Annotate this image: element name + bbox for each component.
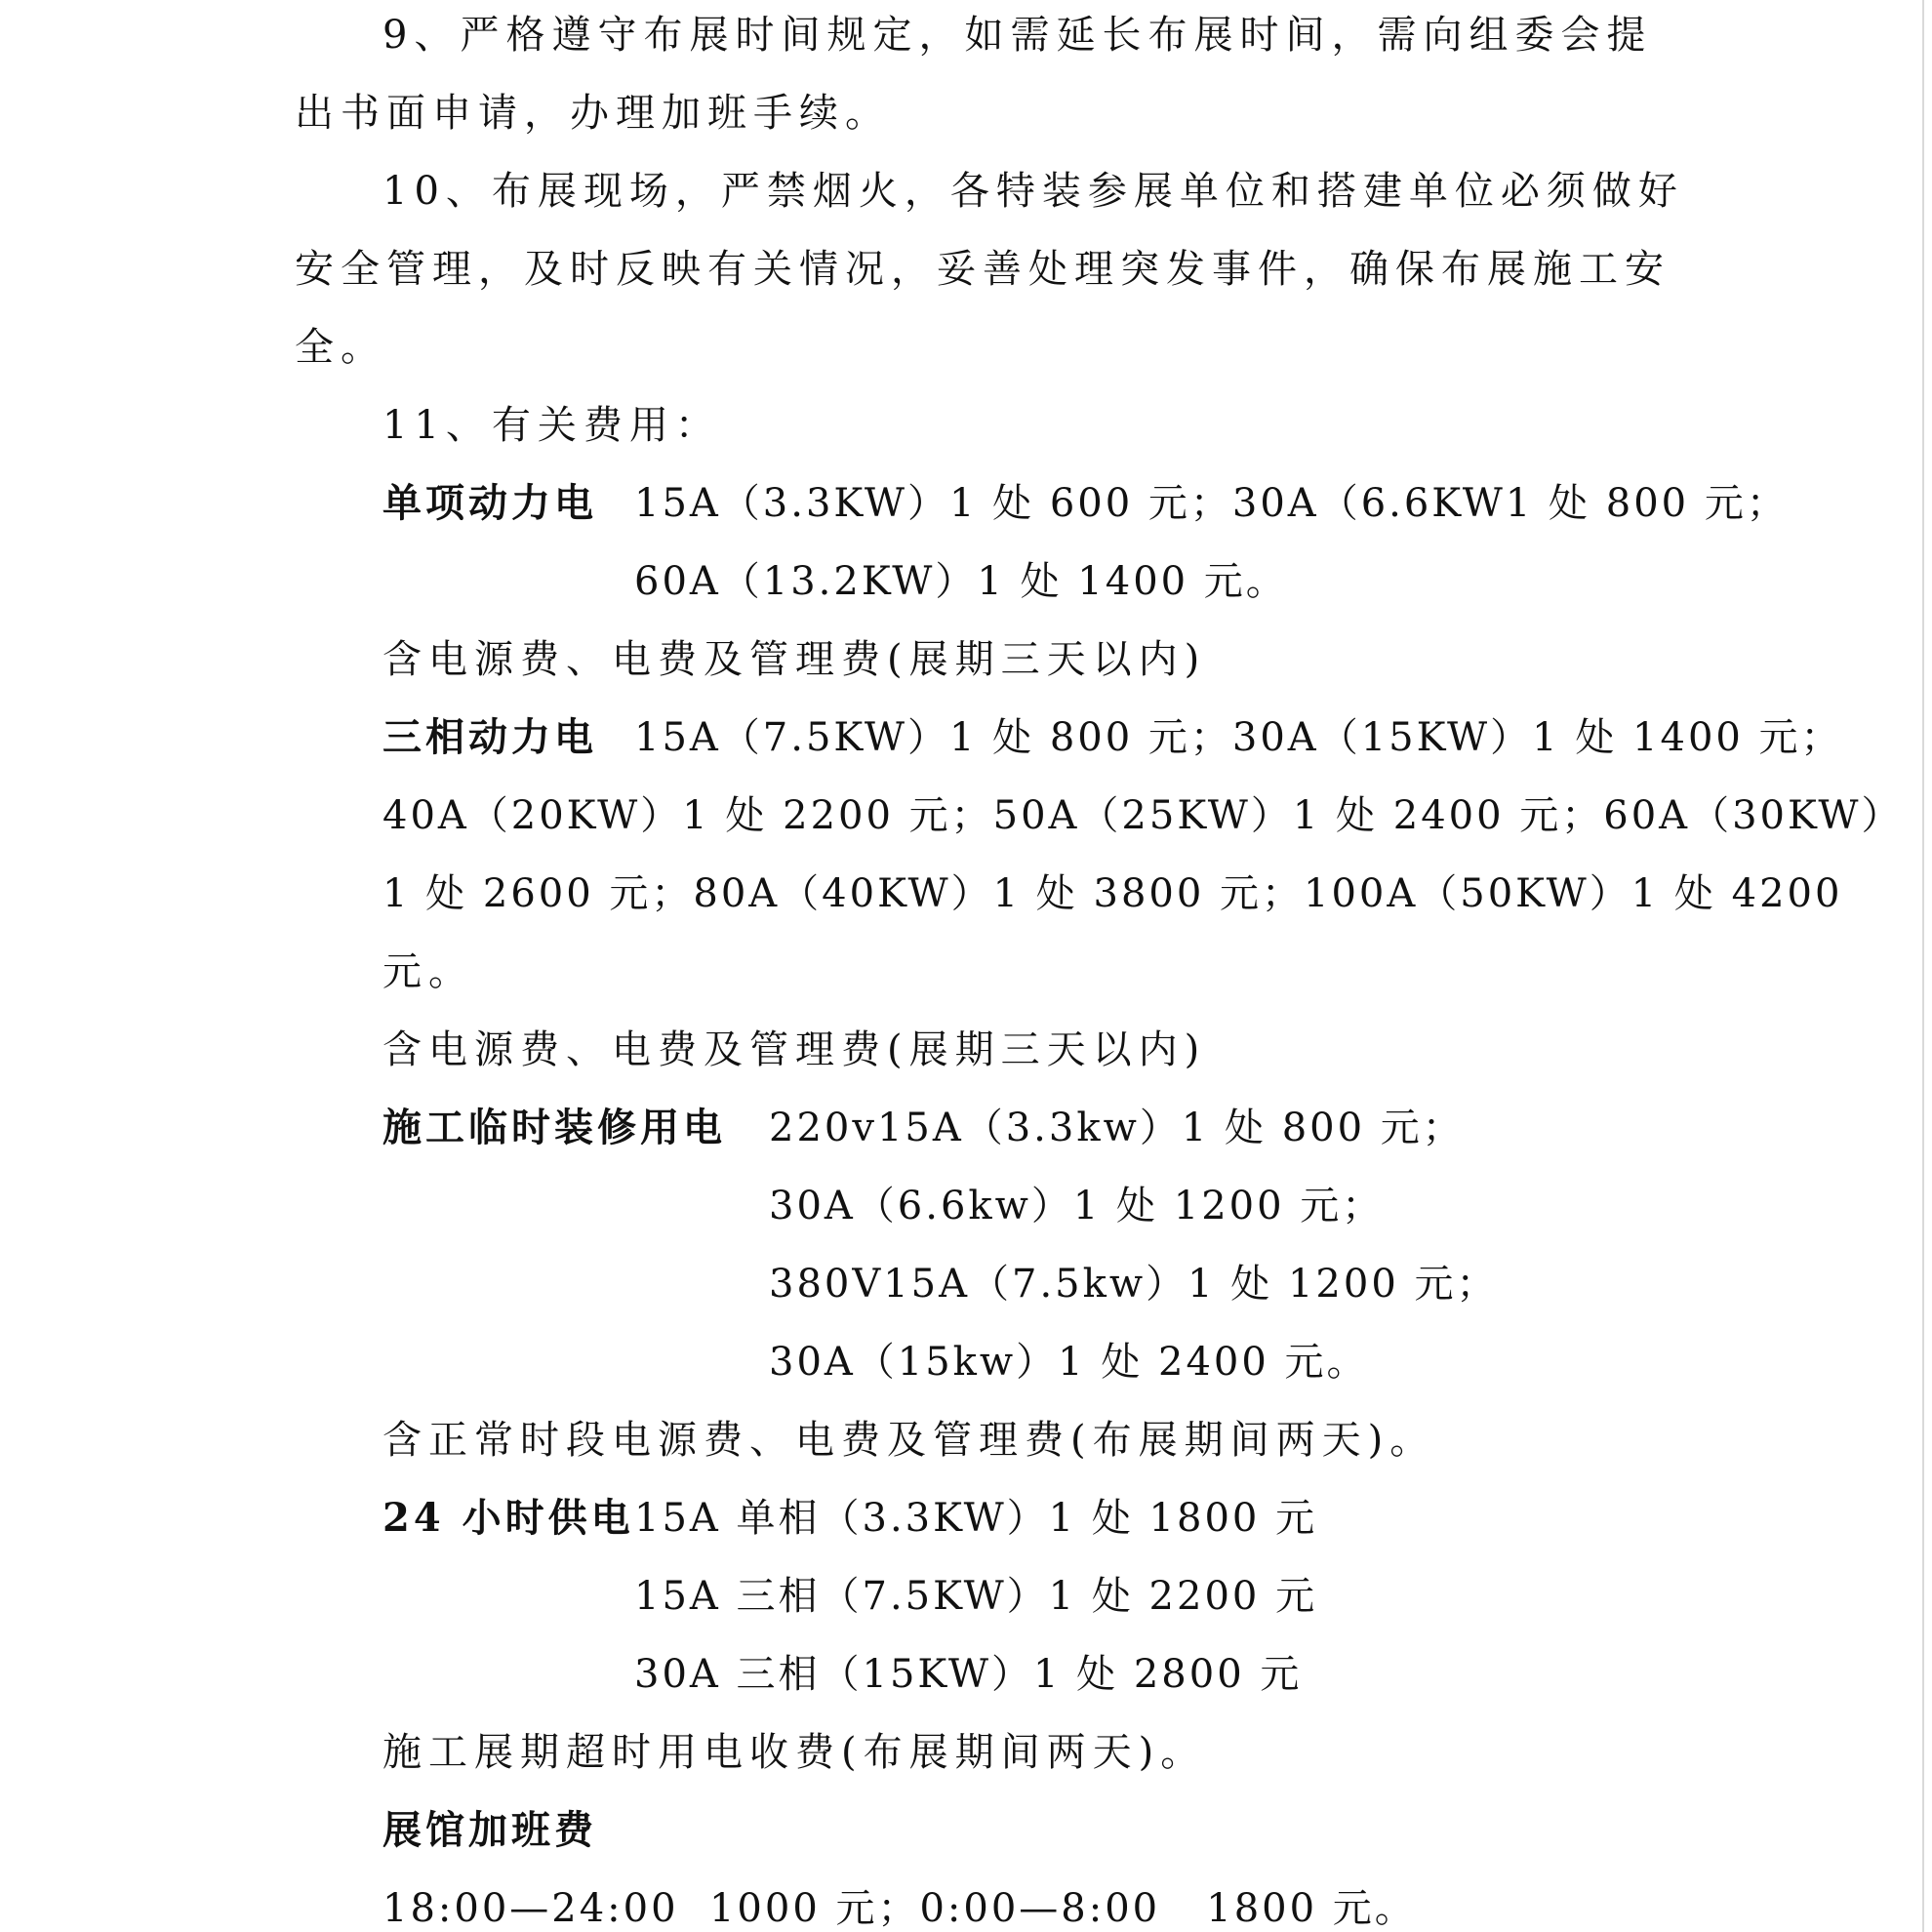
paragraph-10-line-1: 10、布展现场，严禁烟火，各特装参展单位和搭建单位必须做好 (382, 169, 1684, 214)
three-phase-line-2: 40A（20KW）1 处 2200 元；50A（25KW）1 处 2400 元；60A（30KW） (382, 793, 1904, 838)
single-phase-label: 单项动力电 (382, 480, 597, 526)
power-24h-line-3: 30A 三相（15KW）1 处 2800 元 (634, 1652, 1303, 1697)
three-phase-label: 三相动力电 (382, 714, 597, 760)
construction-power-note: 含正常时段电源费、电费及管理费(布展期间两天)。 (382, 1418, 1436, 1463)
paragraph-9-line-1: 9、严格遵守布展时间规定，如需延长布展时间，需向组委会提 (382, 13, 1653, 58)
hall-overtime-label: 展馆加班费 (382, 1807, 597, 1853)
construction-power-line-1: 220v15A（3.3kw）1 处 800 元； (769, 1106, 1465, 1150)
three-phase-line-4: 元。 (382, 949, 474, 994)
three-phase-line-1: 15A（7.5KW）1 处 800 元；30A（15KW）1 处 1400 元； (634, 715, 1843, 760)
power-24h-line-2: 15A 三相（7.5KW）1 处 2200 元 (634, 1574, 1318, 1619)
paragraph-11-title: 11、有关费用： (382, 403, 721, 448)
construction-power-label: 施工临时装修用电 (382, 1105, 726, 1150)
hall-overtime-line-1: 18:00—24:00 1000 元；0:00—8:00 1800 元。 (382, 1886, 1417, 1931)
paragraph-10-line-3: 全。 (295, 325, 386, 370)
power-24h-line-1: 15A 单相（3.3KW）1 处 1800 元 (634, 1496, 1318, 1541)
paragraph-10-line-2: 安全管理，及时反映有关情况，妥善处理突发事件，确保布展施工安 (295, 247, 1670, 292)
power-24h-label: 24 小时供电 (382, 1495, 634, 1541)
paragraph-9-line-2: 出书面申请，办理加班手续。 (295, 91, 891, 136)
construction-power-line-4: 30A（15kw）1 处 2400 元。 (769, 1340, 1369, 1385)
three-phase-note: 含电源费、电费及管理费(展期三天以内) (382, 1027, 1207, 1072)
single-phase-line-2: 60A（13.2KW）1 处 1400 元。 (634, 559, 1288, 604)
overtime-power-note: 施工展期超时用电收费(布展期间两天)。 (382, 1730, 1207, 1775)
single-phase-note: 含电源费、电费及管理费(展期三天以内) (382, 637, 1207, 682)
page-edge-shadow (1922, 0, 1924, 1932)
construction-power-line-2: 30A（6.6kw）1 处 1200 元； (769, 1184, 1385, 1228)
construction-power-line-3: 380V15A（7.5kw）1 处 1200 元； (769, 1262, 1499, 1307)
three-phase-line-3: 1 处 2600 元；80A（40KW）1 处 3800 元；100A（50KW）1 处 4200 (382, 871, 1843, 916)
single-phase-line-1: 15A（3.3KW）1 处 600 元；30A（6.6KW1 处 800 元； (634, 481, 1789, 526)
